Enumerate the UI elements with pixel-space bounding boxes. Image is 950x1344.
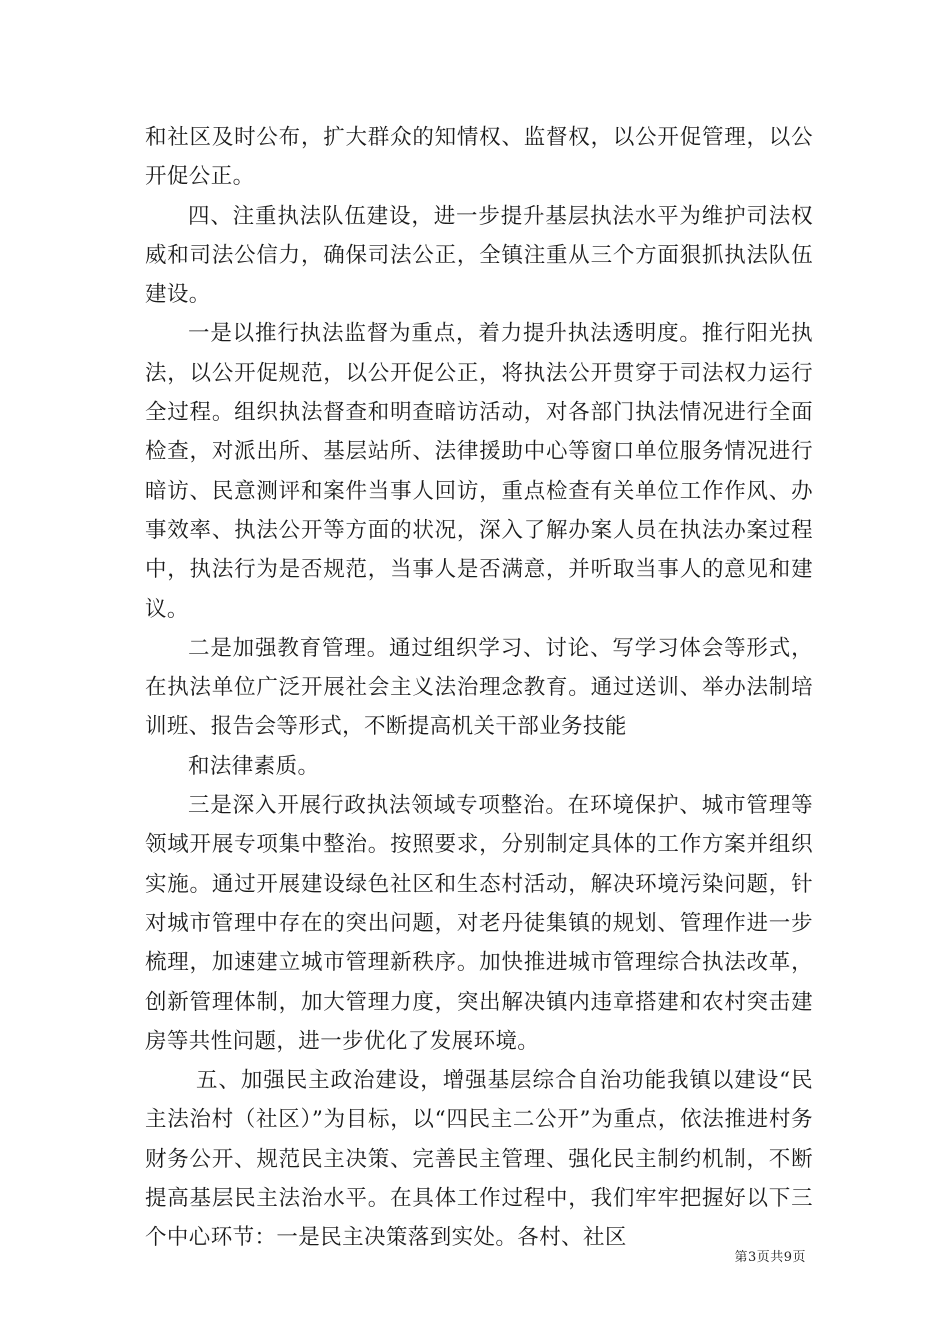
paragraph-point-two-end: 和法律素质。 (188, 753, 320, 779)
paragraph-point-one: 一是以推行执法监督为重点，着力提升执法透明度。推行阳光执法，以公开促规范，以公开促公正，将执法公开贯穿于司法权力运行全过程。组织执法督查和明查暗访活动，对各部门执法情况进行全面检查，对派出所、基层站所、法律援助中心等窗口单位服务情况进行暗访、民意测评和案件当事人回访，重点检查有关单位工作作风、办事效率、执法公开等方面的状况，深入了解办案人员在执法办案过程中，执法行为是否规范，当事人是否满意，并听取当事人的意见和建议。 (145, 321, 813, 622)
paragraph-section-five-heading: 五、加强民主政治建设，增强基层综合自治功能我镇以建设“民主法治村（社区）”为目标，以“四民主二公开”为重点，依法推进村务财务公开、规范民主决策、完善民主管理、强化民主制约机制，不断提高基层民主法治水平。在具体工作过程中，我们牢牢把握好以下三个中心环节：一是民主决策落到实处。各村、社区 (145, 1068, 813, 1251)
document-body (145, 118, 813, 1258)
paragraph-point-three: 三是深入开展行政执法领域专项整治。在环境保护、城市管理等领域开展专项集中整治。按照要求，分别制定具体的工作方案并组织实施。通过开展建设绿色社区和生态村活动，解决环境污染问题，针对城市管理中存在的突出问题，对老丹徒集镇的规划、管理作进一步梳理，加速建立城市管理新秩序。加快推进城市管理综合执法改革，创新管理体制，加大管理力度，突出解决镇内违章搭建和农村突击建房等共性问题，进一步优化了发展环境。 (145, 793, 813, 1054)
paragraph-point-two: 二是加强教育管理。通过组织学习、讨论、写学习体会等形式，在执法单位广泛开展社会主义法治理念教育。通过送训、举办法制培训班、报告会等形式，不断提高机关干部业务技能 (145, 635, 813, 740)
paragraph-section-four-heading: 四、注重执法队伍建设，进一步提升基层执法水平为维护司法权威和司法公信力，确保司法公正，全镇注重从三个方面狠抓执法队伍建设。 (145, 203, 813, 308)
page-number: 第3页共9页 (734, 1250, 806, 1265)
paragraph-continuation: 和社区及时公布，扩大群众的知情权、监督权，以公开促管理，以公开促公正。 (145, 125, 813, 190)
